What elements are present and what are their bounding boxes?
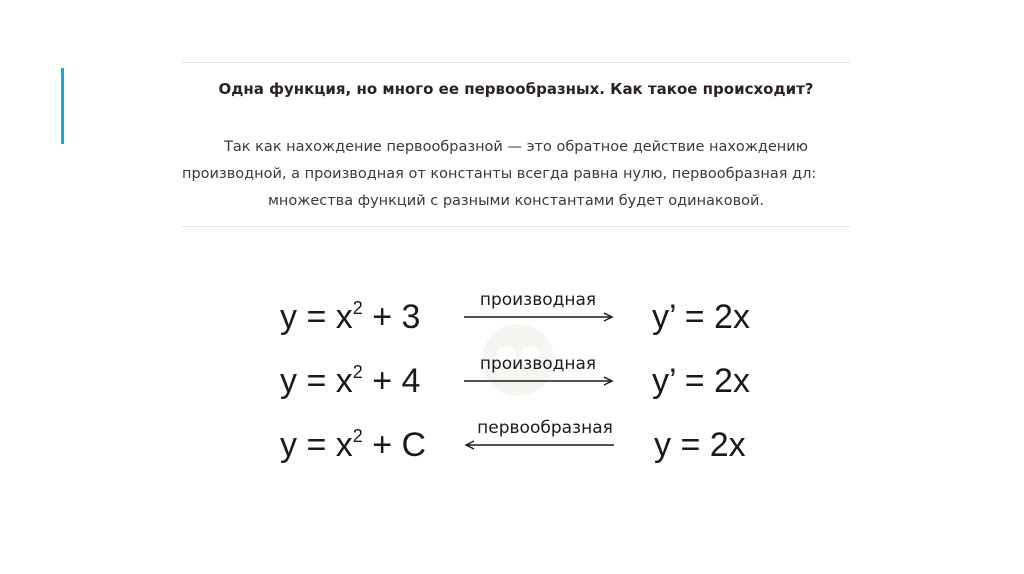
derivative-arrow [458,290,618,322]
right-arrow-icon [458,312,618,322]
formula-row [280,354,780,418]
answer-line-3: множества функций с разными константами будет одинаковой. [267,193,765,209]
arrow-label: производная [479,354,597,374]
left-arrow-icon [460,440,646,450]
formula-rhs: y’ = 2x [652,298,750,336]
accent-bar [61,68,64,144]
formula-row [280,290,780,354]
formula-rhs: y’ = 2x [652,362,750,400]
formula-rhs: y = 2x [654,426,746,464]
answer-line-2: производной, а производная от константы всегда равна нулю, первообразная дл: [182,166,817,182]
arrow-label: производная [479,290,597,310]
formula-block [280,290,780,482]
formula-row [280,418,780,482]
formula-lhs: $y = x^2 + C$ [280,426,427,464]
divider-top [182,62,850,63]
formula-lhs: $y = x^2 + 3$ [280,298,421,336]
arrow-label: первообразная [477,418,613,438]
derivative-arrow [458,354,618,386]
answer-text [182,134,850,215]
right-arrow-icon [458,376,618,386]
antiderivative-arrow [452,418,638,450]
formula-lhs: $y = x^2 + 4$ [280,362,421,400]
question-heading: Одна функция, но много ее первообразных. Как такое происходит? [218,80,814,98]
answer-line-1: Так как нахождение первообразной — это обратное действие нахождению [224,139,808,155]
divider-bottom [182,226,850,227]
